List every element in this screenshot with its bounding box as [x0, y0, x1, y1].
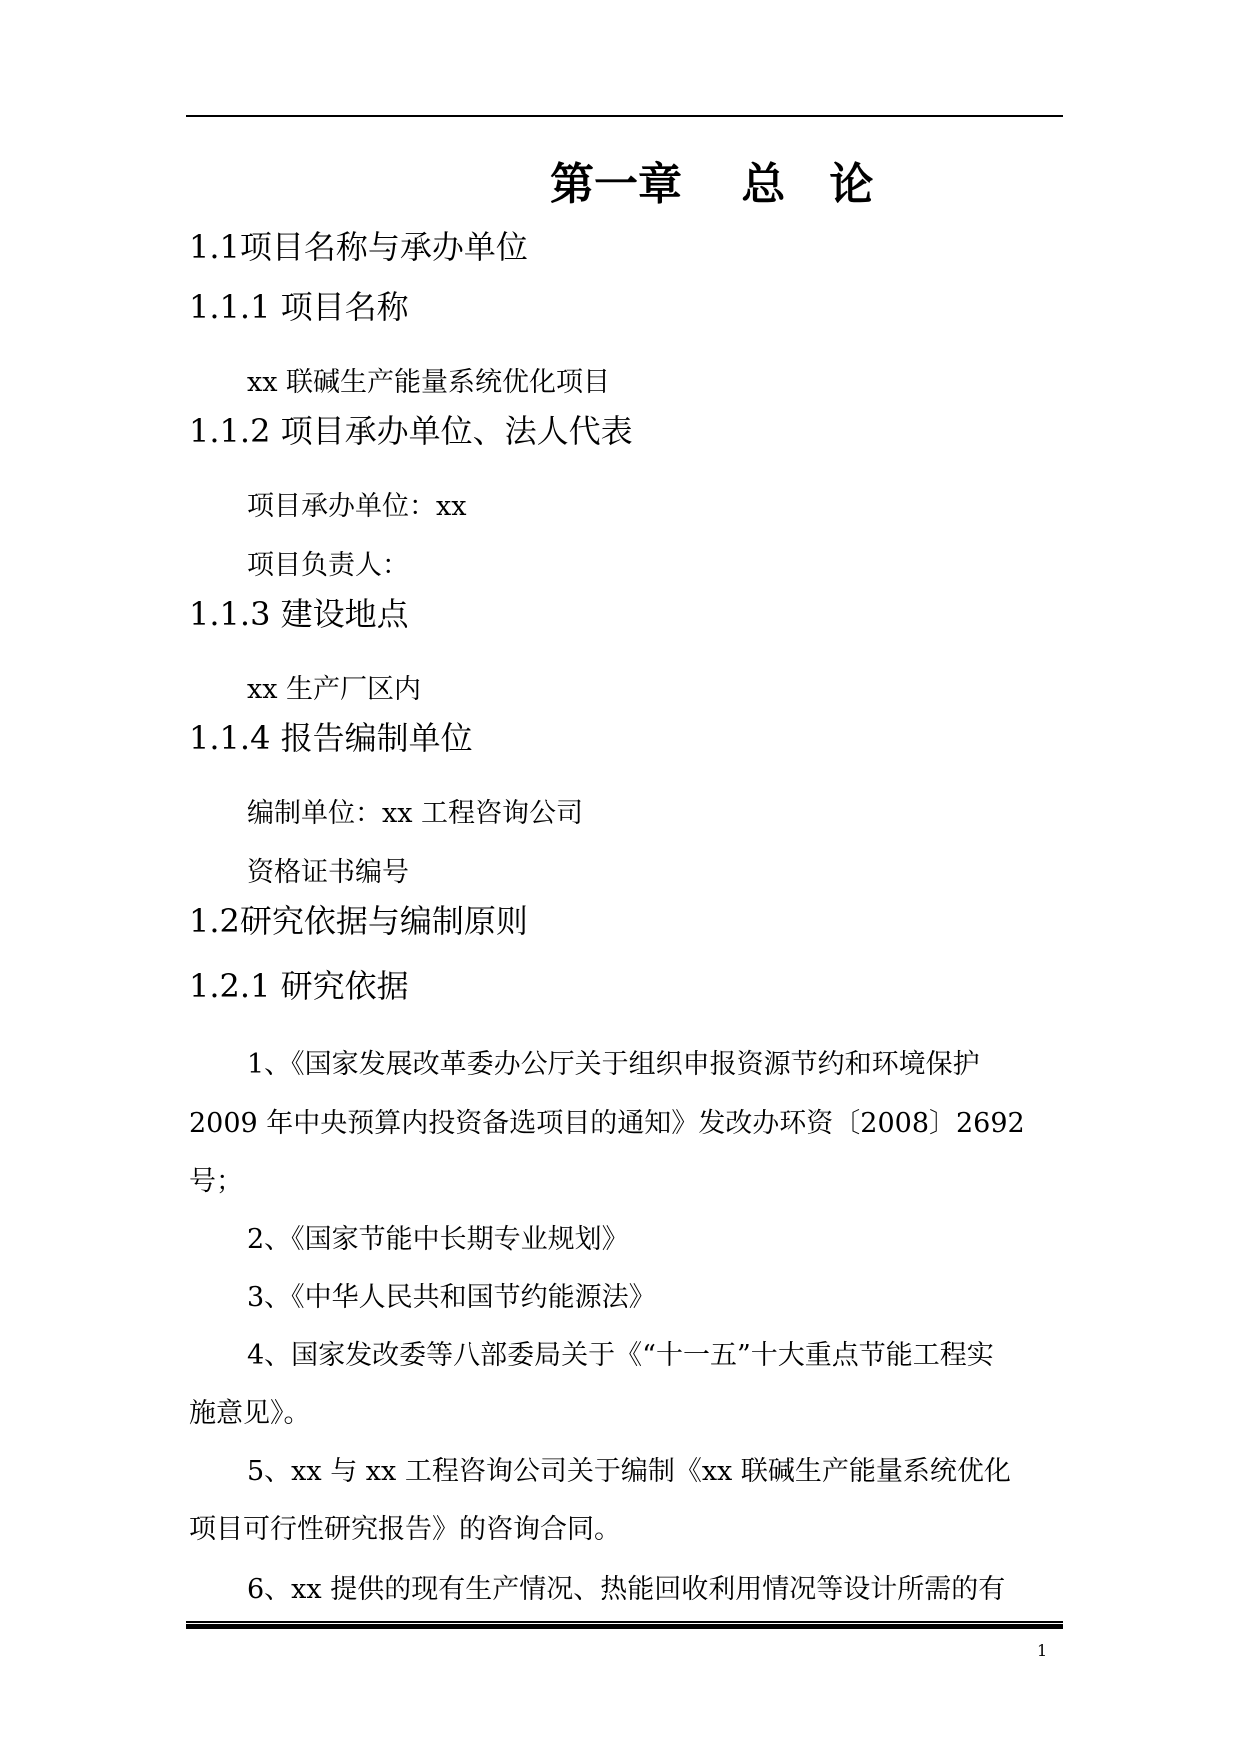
reference-1-line-3: 号；	[189, 1166, 243, 1197]
project-name-text: xx 联碱生产能量系统优化项目	[247, 367, 611, 398]
reference-5-line-2: 项目可行性研究报告》的咨询合同。	[189, 1514, 621, 1545]
footer-rule	[186, 1621, 1063, 1629]
reference-6-line-1: 6、xx 提供的现有生产情况、热能回收利用情况等设计所需的有	[247, 1574, 1006, 1605]
section-heading-1-1-4: 1.1.4 报告编制单位	[189, 719, 473, 757]
reference-1-line-2: 2009 年中央预算内投资备选项目的通知》发改办环资〔2008〕2692	[189, 1108, 1025, 1139]
undertaking-unit-text: 项目承办单位：xx	[247, 491, 467, 522]
reference-1-line-1: 1、《国家发展改革委办公厅关于组织申报资源节约和环境保护	[247, 1049, 980, 1080]
section-heading-1-1-1: 1.1.1 项目名称	[189, 288, 409, 326]
reference-5-line-1: 5、xx 与 xx 工程咨询公司关于编制《xx 联碱生产能量系统优化	[247, 1456, 1011, 1487]
reference-3: 3、《中华人民共和国节约能源法》	[247, 1282, 656, 1313]
certificate-number-text: 资格证书编号	[247, 857, 409, 888]
reference-2: 2、《国家节能中长期专业规划》	[247, 1224, 629, 1255]
construction-site-text: xx 生产厂区内	[247, 674, 422, 705]
section-heading-1-1: 1.1项目名称与承办单位	[189, 228, 528, 266]
reference-4-line-1: 4、国家发改委等八部委局关于《“十一五”十大重点节能工程实	[247, 1340, 994, 1371]
compiling-unit-text: 编制单位：xx 工程咨询公司	[247, 798, 584, 829]
project-leader-text: 项目负责人：	[247, 550, 409, 581]
page-number: 1	[1037, 1641, 1048, 1660]
section-heading-1-2: 1.2研究依据与编制原则	[189, 902, 528, 940]
section-heading-1-1-3: 1.1.3 建设地点	[189, 595, 409, 633]
section-heading-1-2-1: 1.2.1 研究依据	[189, 967, 409, 1005]
page-title: 第一章 总 论	[550, 159, 874, 210]
reference-4-line-2: 施意见》。	[189, 1398, 311, 1429]
header-rule	[186, 115, 1063, 117]
section-heading-1-1-2: 1.1.2 项目承办单位、法人代表	[189, 412, 633, 450]
